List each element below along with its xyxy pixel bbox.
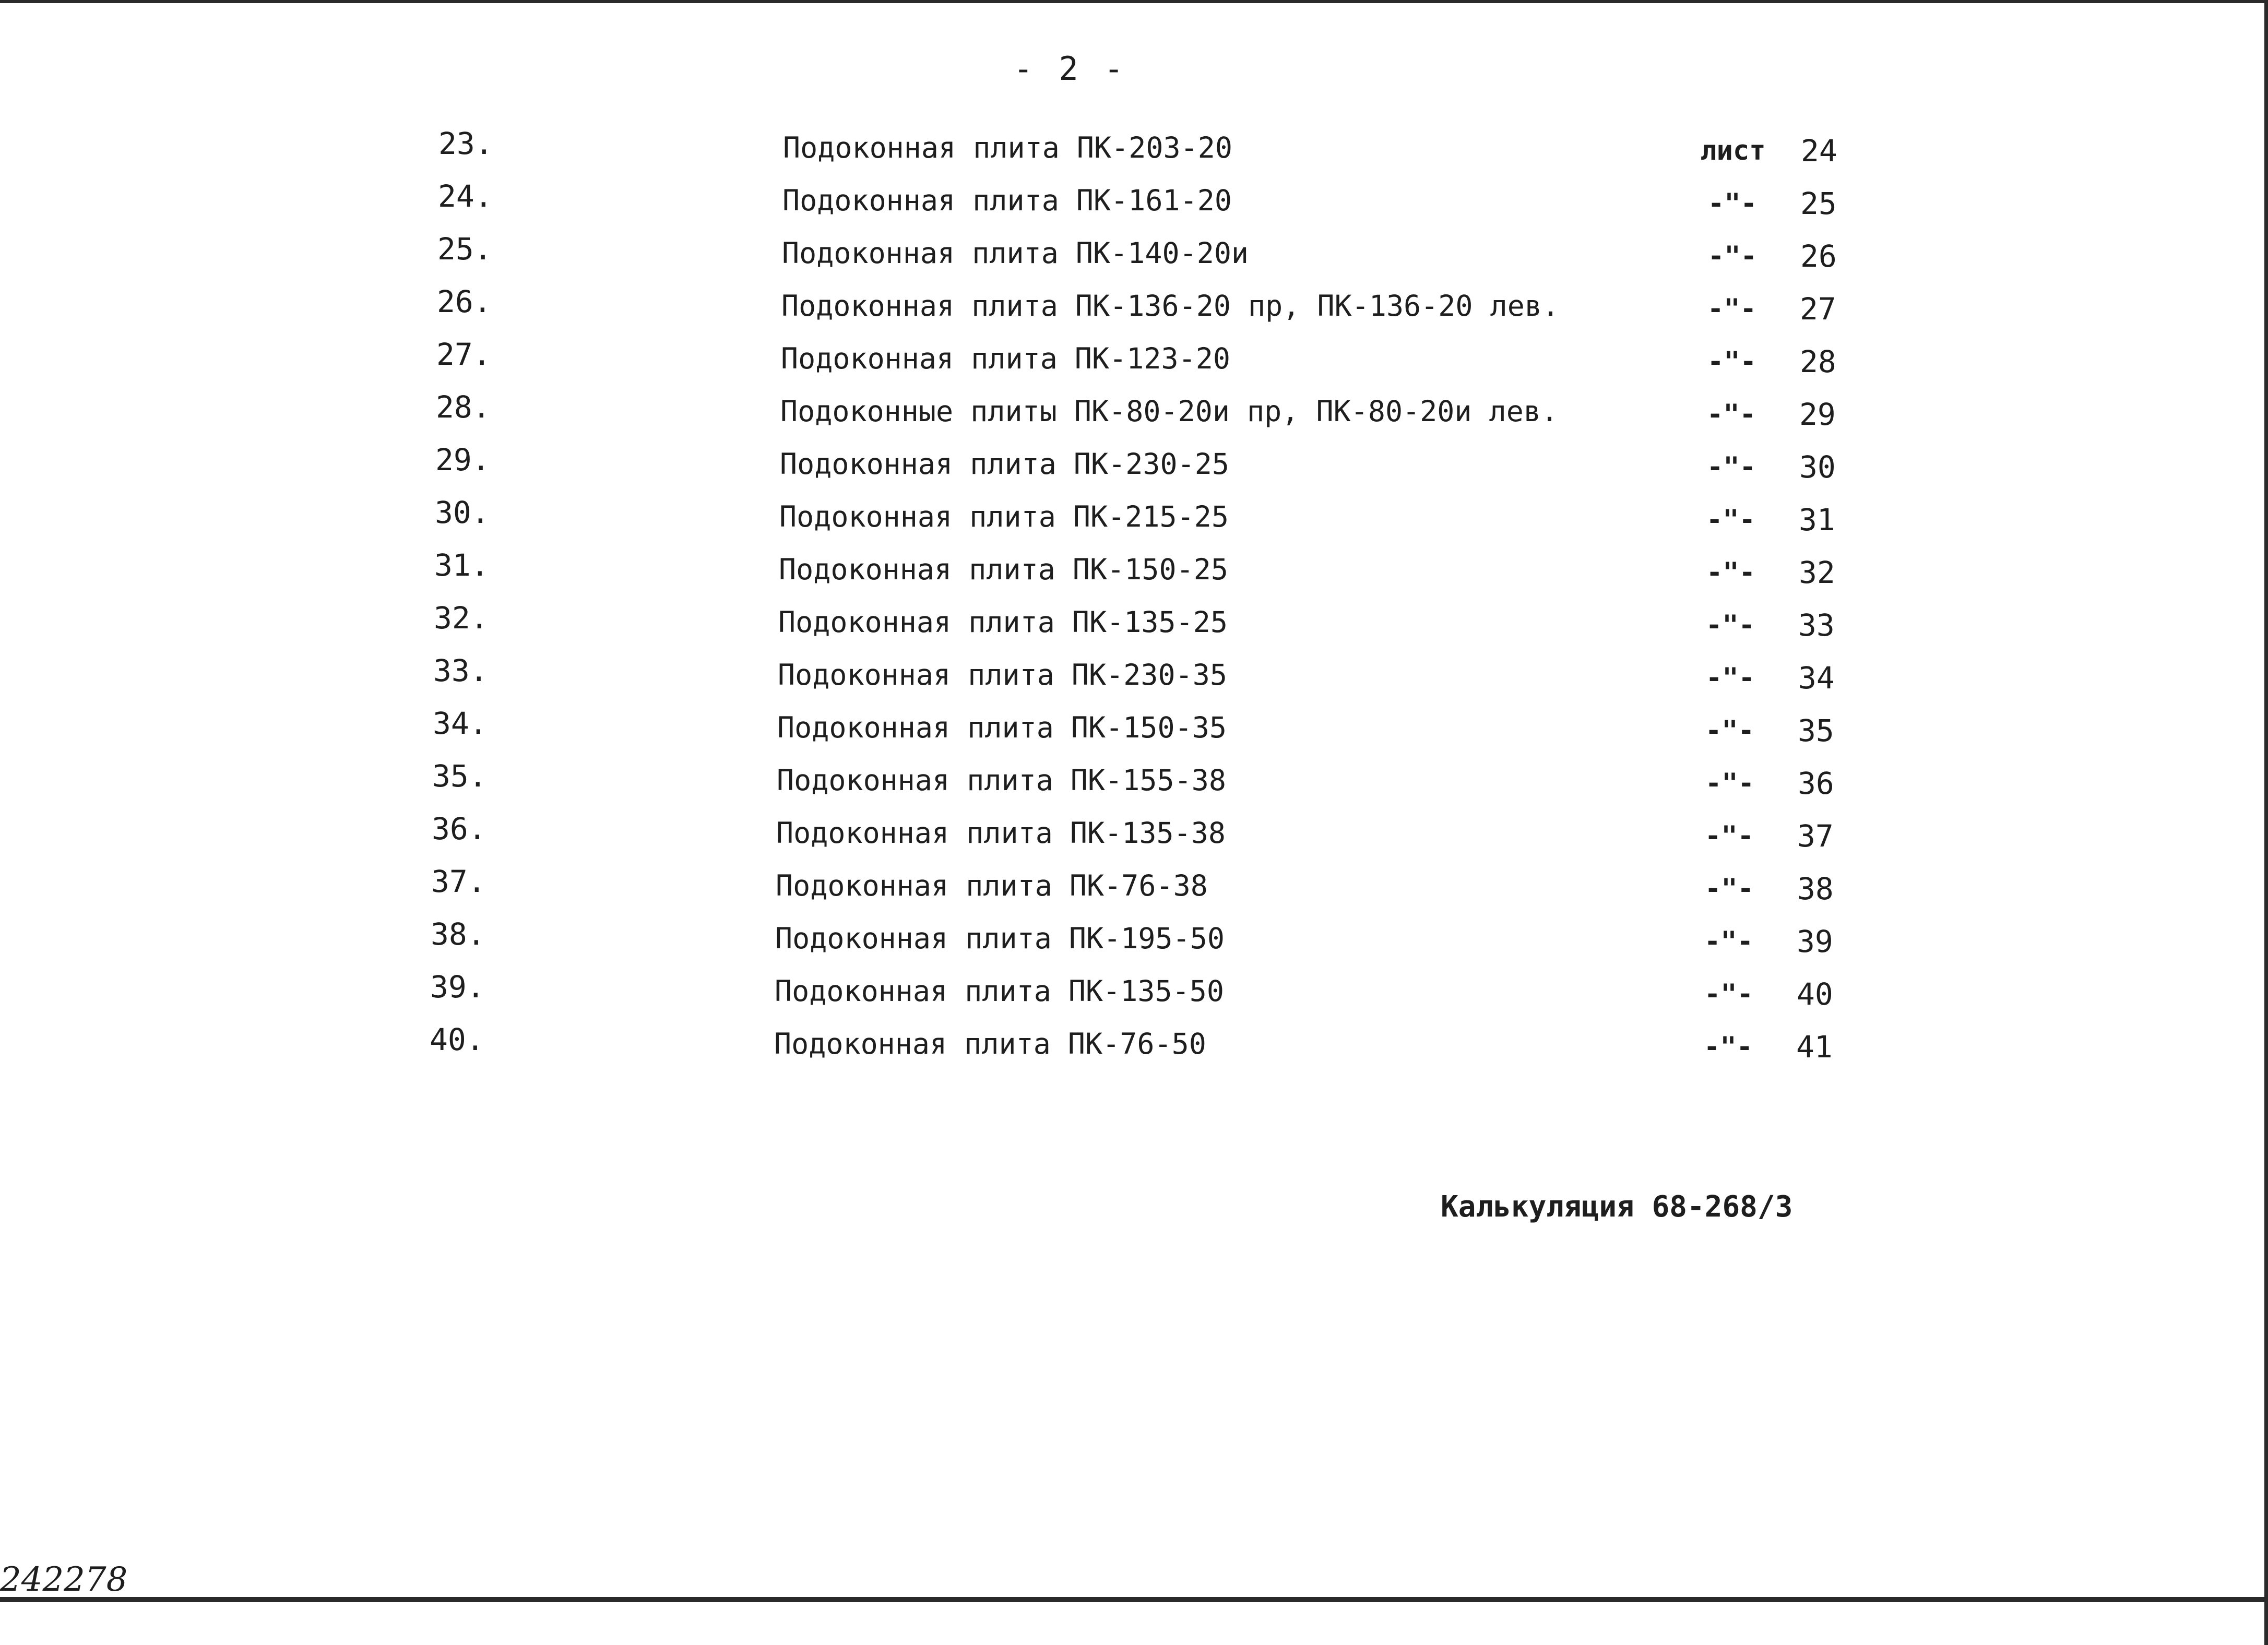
sheet-label: -"- [1706,610,1755,641]
list-item [0,386,2268,433]
item-title: Подоконная плита ПК-155-38 [777,764,1226,797]
item-title: Подоконная плита ПК-195-50 [775,922,1225,955]
sheet-page-number: 38 [1797,871,1834,907]
list-item [0,650,2268,697]
item-number: 24. [438,178,493,214]
item-number: 31. [434,547,489,583]
sheet-page-number: 35 [1798,713,1834,748]
item-number: 28. [436,389,491,425]
sheet-page-number: 30 [1799,449,1836,485]
sheet-page-number: 39 [1797,924,1833,959]
item-number: 35. [432,758,487,794]
item-number: 32. [434,600,489,636]
item-number: 39. [430,969,485,1005]
item-title: Подоконная плита ПК-230-25 [780,447,1229,481]
item-number: 36. [432,811,486,847]
list-item [0,702,2268,749]
sheet-label: -"- [1707,399,1756,430]
item-number: 26. [437,284,492,319]
item-number: 23. [438,126,493,161]
item-number: 33. [433,653,488,688]
sheet-page-number: 33 [1798,607,1835,643]
list-item [0,439,2268,486]
item-title: Подоконная плита ПК-203-20 [783,131,1232,164]
sheet-label: -"- [1708,241,1757,272]
item-number: 27. [436,337,491,372]
list-item [0,966,2268,1013]
sheet-label: -"- [1706,557,1755,588]
sheet-label: -"- [1705,768,1754,799]
sheet-page-number: 26 [1800,239,1837,274]
sheet-label: -"- [1708,188,1757,219]
item-title: Подоконная плита ПК-215-25 [779,500,1229,533]
item-title: Подоконная плита ПК-76-50 [774,1027,1206,1060]
sheet-label: -"- [1705,715,1754,746]
item-number: 40. [430,1022,484,1057]
sheet-label: -"- [1706,504,1755,535]
item-title: Подоконные плиты ПК-80-20и пр, ПК-80-20и лев. [780,395,1559,428]
sheet-label: -"- [1707,451,1756,483]
item-number: 37. [431,864,486,899]
sheet-page-number: 24 [1801,133,1837,169]
sheet-label: -"- [1704,1031,1753,1063]
item-title: Подоконная плита ПК-135-25 [778,605,1228,639]
list-item [0,597,2268,644]
sheet-page-number: 31 [1799,502,1835,538]
list-item [0,228,2268,275]
item-title: Подоконная плита ПК-230-35 [778,658,1227,692]
item-title: Подоконная плита ПК-123-20 [781,342,1230,375]
sheet-page-number: 28 [1800,344,1836,379]
item-title: Подоконная плита ПК-150-25 [779,553,1228,586]
sheet-page-number: 32 [1799,555,1835,590]
sheet-label: -"- [1705,820,1754,852]
item-number: 34. [433,706,488,741]
sheet-label: лист [1700,135,1766,166]
sheet-label: -"- [1707,346,1756,377]
sheet-page-number: 40 [1797,976,1833,1012]
sheet-page-number: 29 [1799,397,1836,432]
item-number: 29. [435,442,490,478]
list-item [0,333,2268,380]
sheet-label: -"- [1707,293,1756,325]
item-title: Подоконная плита ПК-135-50 [775,974,1224,1008]
item-number: 30. [435,495,490,530]
sheet-page-number: 34 [1798,660,1835,696]
list-item [0,492,2268,539]
list-item [0,1019,2268,1066]
list-item [0,175,2268,222]
inventory-number: 242278 [0,1560,128,1599]
top-border-line [0,0,2268,3]
sheet-label: -"- [1706,662,1755,694]
sheet-label: -"- [1704,926,1753,957]
sheet-page-number: 37 [1797,818,1834,854]
item-title: Подоконная плита ПК-140-20и [782,236,1249,270]
list-item [0,808,2268,855]
page-number: - 2 - [1013,50,1127,88]
sheet-page-number: 25 [1800,186,1837,221]
sheet-page-number: 36 [1798,766,1834,801]
item-title: Подоконная плита ПК-135-38 [776,816,1226,850]
item-number: 25. [437,231,492,267]
item-title: Подоконная плита ПК-136-20 пр, ПК-136-20 лев. [781,289,1560,323]
list-item [0,913,2268,960]
sheet-label: -"- [1705,873,1754,904]
list-item [0,861,2268,908]
item-title: Подоконная плита ПК-76-38 [776,869,1208,902]
item-number: 38. [431,916,485,952]
sheet-page-number: 27 [1800,291,1836,327]
list-item [0,755,2268,802]
list-item [0,281,2268,328]
calculation-reference: Калькуляция 68-268/3 [1441,1190,1793,1224]
bottom-border-line [0,1597,2268,1602]
item-title: Подоконная плита ПК-150-35 [777,711,1227,744]
sheet-page-number: 41 [1796,1029,1833,1065]
sheet-label: -"- [1704,979,1753,1010]
item-title: Подоконная плита ПК-161-20 [782,184,1232,217]
list-item [0,544,2268,591]
list-item [0,123,2268,170]
